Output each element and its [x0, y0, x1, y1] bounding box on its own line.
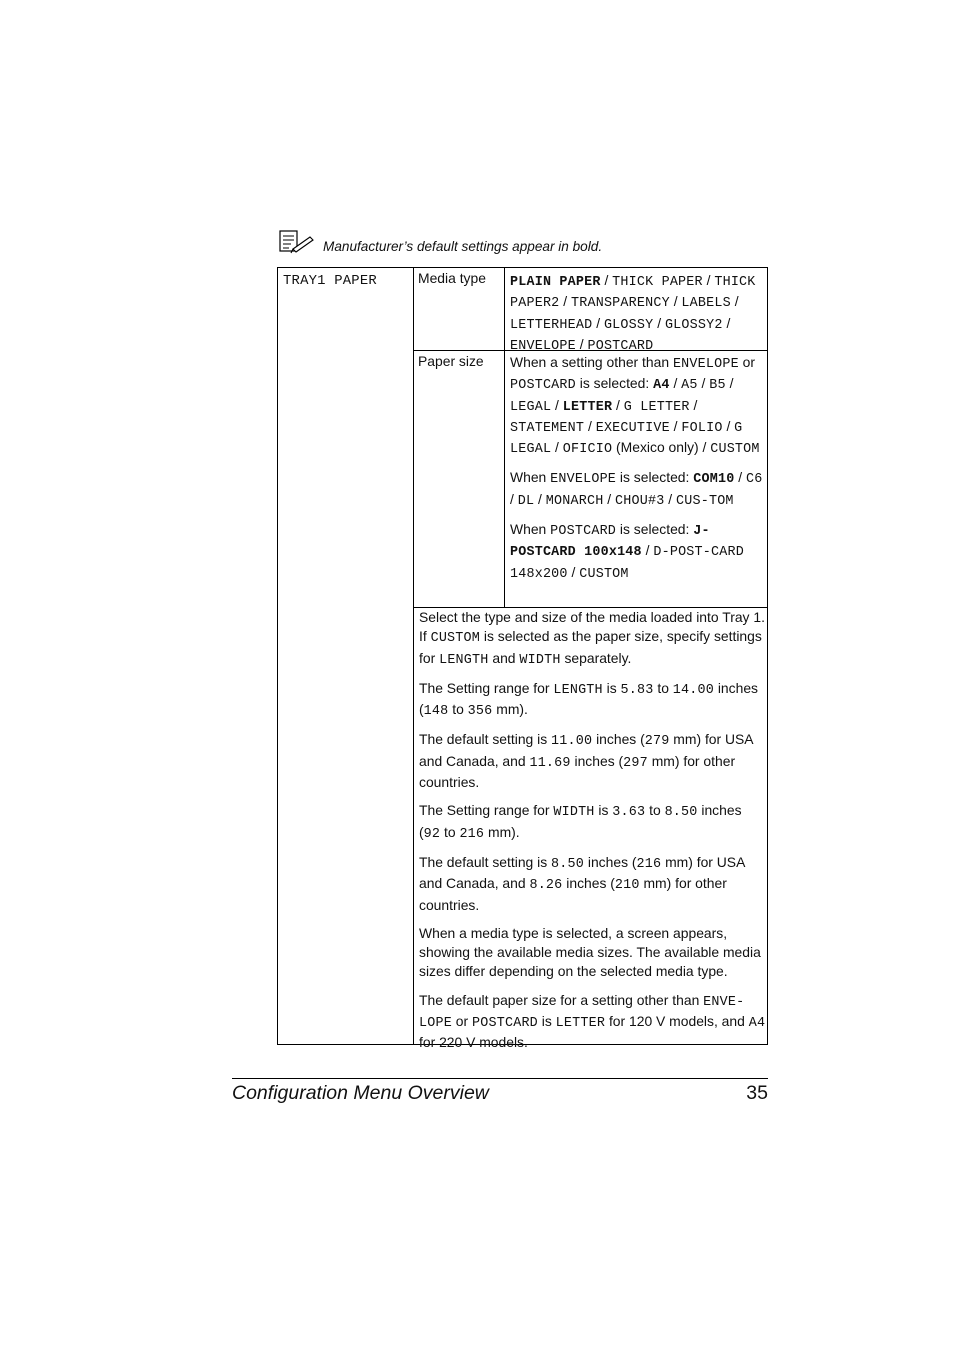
setting-value: CUSTOM: [579, 566, 629, 582]
footer-rule: [232, 1078, 768, 1079]
text-run: /: [653, 314, 665, 331]
tray1-paper-table: [277, 267, 768, 1051]
text-run: (Mexico only) /: [612, 439, 711, 456]
setting-value: ENVE-LOPE: [419, 994, 745, 1032]
setting-value: A4: [748, 1016, 766, 1032]
default-value: PLAIN PAPER: [510, 275, 601, 290]
text-run: When: [510, 469, 551, 486]
setting-value: 11.00: [551, 734, 593, 750]
footer-section-title: Configuration Menu Overview: [232, 1082, 489, 1104]
setting-value: GLOSSY: [603, 317, 654, 333]
setting-value: 148: [423, 704, 449, 720]
setting-value: 11.69: [529, 755, 571, 771]
setting-value: CHOU#3: [615, 493, 665, 509]
text-run: to: [645, 802, 665, 819]
text-run: /: [592, 314, 604, 331]
text-run: /: [689, 396, 698, 413]
setting-value: 92: [423, 826, 441, 842]
text-run: When a setting other than: [510, 354, 673, 370]
text-run: /: [559, 293, 571, 310]
setting-value: MONARCH: [545, 493, 604, 509]
setting-value: POSTCARD: [550, 524, 617, 540]
text-run: /: [641, 542, 654, 559]
text-run: is: [537, 1013, 556, 1030]
text-run: inches (: [419, 802, 742, 840]
text-run: /: [702, 272, 715, 288]
text-run: or: [738, 354, 756, 370]
page-number: 35: [746, 1082, 768, 1104]
text-run: /: [664, 490, 677, 507]
setting-value: LENGTH: [439, 652, 489, 668]
setting-value: 356: [467, 704, 493, 720]
description-paragraph: [419, 679, 766, 722]
text-run: /: [734, 469, 747, 486]
setting-value: GLOSSY2: [664, 317, 723, 333]
setting-value: 216: [459, 826, 485, 842]
text-run: Select the type and size of the media loaded into Tray 1. If: [419, 609, 765, 645]
setting-value: CUS-TOM: [676, 493, 734, 509]
setting-value: LABELS: [681, 296, 731, 312]
text-run: The default setting is: [419, 731, 552, 748]
text-run: is: [594, 802, 613, 819]
text-run: mm) for USA and Canada, and: [419, 731, 753, 769]
text-run: to: [653, 679, 673, 696]
default-value: A4: [653, 378, 670, 394]
setting-value: 216: [636, 856, 662, 872]
text-run: When a media type is selected, a screen appears, showing the available media sizes. The available media sizes differ depending on the selected media type.: [419, 924, 761, 980]
text-run: /: [669, 417, 682, 434]
media-type-options: [510, 271, 765, 356]
text-run: mm).: [492, 701, 528, 718]
text-run: The default setting is: [419, 853, 552, 870]
text-run: for 120 V models, and: [605, 1013, 749, 1030]
text-run: /: [612, 396, 624, 413]
text-run: /: [510, 490, 518, 507]
media-type-label: Media type: [418, 270, 486, 286]
setting-value: LETTERHEAD: [510, 317, 593, 333]
text-run: /: [725, 375, 734, 392]
setting-value: 8.50: [551, 856, 584, 872]
setting-value: G LEGAL: [510, 420, 743, 458]
default-value: COM10: [693, 472, 735, 488]
paper-size-paragraph: [510, 520, 766, 584]
setting-value: WIDTH: [519, 652, 561, 668]
text-run: or: [451, 1013, 473, 1030]
description-paragraph: [419, 991, 766, 1053]
text-run: inches (: [570, 752, 624, 769]
tray1-paper-description: [419, 608, 766, 1062]
default-value: J-POSTCARD 100x148: [510, 524, 710, 561]
text-run: inches (: [419, 679, 758, 718]
setting-value: G LETTER: [623, 399, 690, 415]
setting-value: 5.83: [620, 682, 654, 698]
paper-size-paragraph: [510, 468, 766, 511]
setting-value: 297: [623, 755, 648, 771]
text-run: /: [600, 272, 613, 288]
setting-value: C6: [746, 472, 763, 488]
text-run: /: [551, 396, 563, 413]
text-run: mm).: [484, 823, 520, 840]
setting-value: THICK PAPER2: [510, 275, 756, 312]
text-run: mm) for other countries.: [419, 752, 736, 791]
setting-value: ENVELOPE: [550, 472, 617, 488]
text-run: to: [440, 823, 460, 840]
setting-value: POSTCARD: [510, 378, 576, 394]
description-paragraph: [419, 730, 766, 792]
paper-size-label: Paper size: [418, 353, 484, 369]
text-run: is selected:: [616, 469, 694, 486]
description-paragraph: [419, 801, 766, 844]
text-run: /: [669, 375, 682, 392]
text-run: mm) for USA and Canada, and: [419, 853, 745, 892]
paper-size-values: [510, 353, 766, 593]
setting-value: 8.26: [529, 878, 563, 894]
setting-value: 3.63: [612, 805, 646, 821]
paper-size-paragraph: [510, 353, 766, 459]
setting-value: OFICIO: [562, 442, 613, 458]
text-run: /: [722, 417, 735, 434]
setting-value: EXECUTIVE: [595, 420, 670, 436]
text-run: inches (: [592, 731, 645, 748]
text-run: When: [510, 521, 551, 538]
text-run: /: [669, 293, 682, 310]
setting-value: CUSTOM: [710, 442, 760, 458]
setting-value: FOLIO: [681, 420, 723, 436]
text-run: /: [603, 490, 616, 507]
description-paragraph: [419, 608, 766, 670]
setting-value: 8.50: [664, 805, 698, 821]
text-run: mm) for other countries.: [419, 875, 727, 913]
text-run: inches (: [562, 875, 615, 892]
text-run: to: [448, 701, 468, 718]
setting-value: DL: [517, 493, 535, 509]
text-run: /: [730, 293, 739, 310]
text-run: /: [722, 314, 731, 331]
setting-value: TRANSPARENCY: [571, 296, 670, 312]
setting-value: 14.00: [672, 682, 714, 698]
text-run: The Setting range for: [419, 802, 554, 819]
note-text: Manufacturer’s default settings appear in bold.: [323, 239, 603, 254]
text-run: /: [697, 375, 710, 392]
setting-value: ENVELOPE: [672, 357, 739, 372]
setting-value: LEGAL: [510, 399, 552, 415]
text-run: /: [567, 563, 580, 580]
setting-value: POSTCARD: [472, 1016, 538, 1032]
setting-value: A5: [681, 378, 698, 394]
setting-value: 279: [644, 734, 670, 750]
setting-value: 210: [614, 878, 640, 894]
text-run: is selected:: [575, 375, 654, 392]
description-paragraph: [419, 853, 766, 915]
default-value: LETTER: [562, 399, 613, 415]
setting-value: THICK PAPER: [612, 275, 703, 290]
setting-value: CUSTOM: [430, 631, 480, 647]
setting-value: POSTCARD: [587, 338, 654, 354]
text-run: is: [602, 679, 621, 696]
text-run: The default paper size for a setting other than: [419, 991, 704, 1008]
note-pencil-icon: [279, 230, 315, 254]
text-run: /: [584, 417, 596, 434]
setting-value: LENGTH: [553, 682, 603, 698]
text-run: /: [551, 439, 563, 456]
text-run: is selected:: [616, 521, 694, 538]
description-paragraph: [419, 924, 766, 982]
text-run: /: [534, 490, 546, 507]
setting-value: WIDTH: [553, 805, 595, 821]
text-run: for 220 V models.: [419, 1034, 528, 1051]
text-run: is selected as the paper size, specify settings for: [419, 628, 762, 666]
menu-item-name: TRAY1 PAPER: [283, 273, 377, 289]
text-run: and: [488, 649, 520, 666]
text-run: /: [575, 335, 588, 352]
setting-value: D-POST-CARD 148x200: [510, 545, 744, 582]
setting-value: STATEMENT: [510, 420, 585, 436]
media-type-values: [510, 271, 765, 365]
setting-value: LETTER: [555, 1016, 606, 1032]
text-run: separately.: [560, 649, 632, 666]
setting-value: ENVELOPE: [510, 338, 576, 354]
text-run: inches (: [584, 853, 637, 870]
text-run: The Setting range for: [419, 679, 554, 696]
setting-value: B5: [709, 378, 726, 394]
